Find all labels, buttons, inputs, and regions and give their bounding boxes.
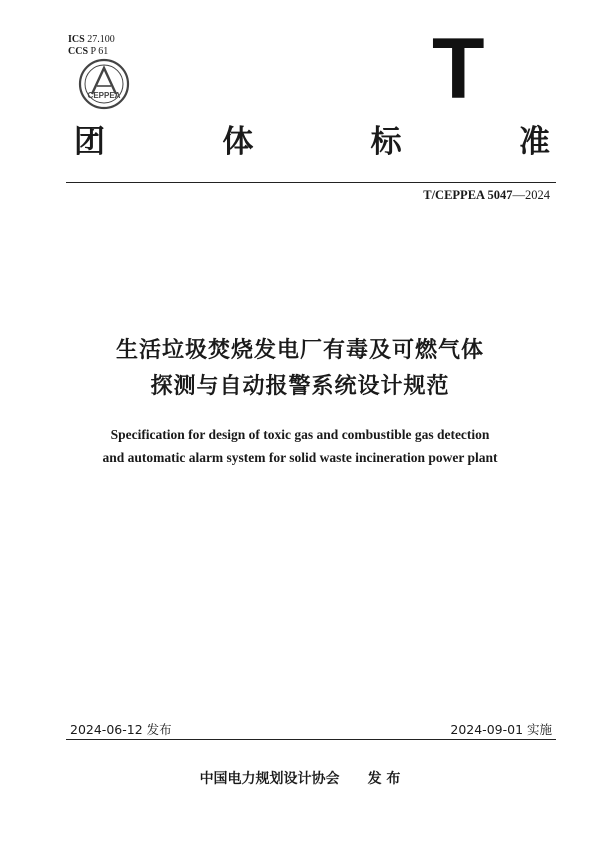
ccs-code: P 61 [90,46,109,57]
standard-number [423,188,550,203]
issue-date: 2024-06-12 发布 [70,722,172,737]
title-zh-line1: 生活垃圾焚烧发电厂有毒及可燃气体 [115,338,484,363]
ics-code: 27.100 [87,34,115,45]
title-english [0,423,600,469]
classification-codes [68,34,115,58]
publisher-action: 发 布 [367,771,401,787]
header-divider [66,182,556,183]
publisher-name: 中国电力规划设计协会 [199,771,340,787]
standard-type-char: 团 [74,124,105,160]
footer-divider [66,739,556,740]
title-chinese [0,333,600,405]
ics-label: ICS [68,34,85,45]
standard-type-char: 准 [518,124,550,160]
standard-number-prefix: T/CEPPEA 5047 [423,188,513,202]
standard-type-char: 标 [370,124,402,160]
logo-text: CEPPEA [87,91,121,100]
title-en-line2: and automatic alarm system for solid waste incineration power plant [102,450,498,465]
implementation-date: 2024-09-01 实施 [450,722,552,737]
standard-mark: T [432,21,485,117]
title-en-line1: Specification for design of toxic gas and combustible gas detection [110,427,490,442]
title-zh-line2: 探测与自动报警系统设计规范 [150,374,450,399]
ceppea-logo-icon [78,58,130,110]
standard-type [74,122,550,162]
standard-number-year: —2024 [512,188,550,202]
ccs-label: CCS [68,46,89,57]
publisher-line [0,768,600,788]
standard-type-char: 体 [222,124,254,160]
